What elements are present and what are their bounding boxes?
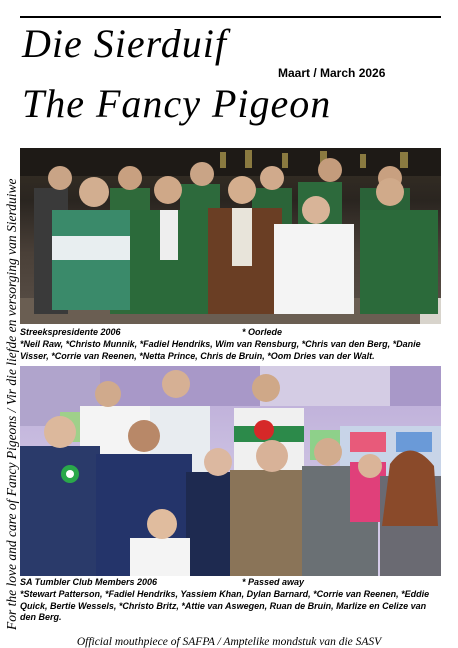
top-rule	[20, 16, 441, 18]
photo2-names: *Stewart Patterson, *Fadiel Hendriks, Yassiem Khan, Dylan Barnard, *Corrie van Reenen, *Eddie Quick, Bertie Wessels, *Christo Britz, *Attie van Aswegen, Ruan de Bruin, Marlize en Celize van den Berg.	[20, 589, 430, 622]
group-photo-regional-presidents	[20, 148, 441, 324]
photo1-illustration	[20, 148, 441, 324]
group-photo-tumbler-club	[20, 366, 441, 576]
photo1-names: *Neil Raw, *Christo Munnik, *Fadiel Hendriks, Wim van Rensburg, *Chris van den Berg, *Danie Visser, *Corrie van Reenen, *Netta Prince, Chris de Bruin, *Oom Dries van der Walt.	[20, 339, 421, 361]
side-tagline: For the love and care of Fancy Pigeons / Vir die liefde en versorging van Sierduiwe	[4, 178, 19, 630]
footer-tagline: Official mouthpiece of SAFPA / Amptelike mondstuk van die SASV	[76, 636, 382, 648]
issue-date: Maart / March 2026	[278, 66, 386, 80]
photo2-illustration	[20, 366, 441, 576]
photo1-caption-title: Streekspresidente 2006	[20, 327, 121, 337]
photo2-caption-note: * Passed away	[242, 577, 305, 587]
masthead-title-english: The Fancy Pigeon	[22, 81, 332, 126]
photo2-caption-title: SA Tumbler Club Members 2006	[20, 577, 158, 587]
photo1-caption-note: * Oorlede	[242, 327, 283, 337]
masthead-title-afrikaans: Die Sierduif	[22, 21, 227, 66]
